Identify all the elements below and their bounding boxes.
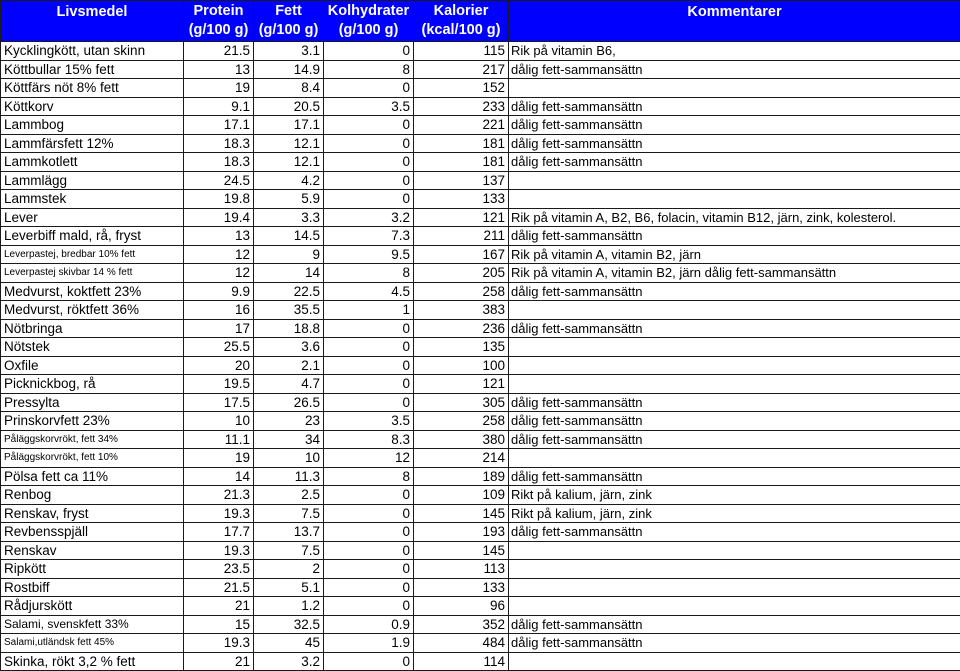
table-row	[1, 79, 960, 98]
cell-kommentar: dålig fett-sammansättn	[509, 97, 960, 116]
cell-name: Leverpastej skivbar 14 % fett	[1, 264, 184, 283]
cell-fett: 12.1	[254, 153, 324, 172]
cell-kalorier: 135	[414, 338, 509, 357]
cell-fett: 5.1	[254, 578, 324, 597]
cell-protein: 19	[184, 449, 254, 468]
table-row	[1, 301, 960, 320]
cell-fett: 3.1	[254, 42, 324, 61]
cell-fett: 22.5	[254, 282, 324, 301]
cell-fett: 7.5	[254, 504, 324, 523]
cell-name: Köttkorv	[1, 97, 184, 116]
cell-kolhydrater: 0	[324, 319, 414, 338]
cell-protein: 19	[184, 79, 254, 98]
cell-name: Renskav	[1, 541, 184, 560]
cell-protein: 19.5	[184, 375, 254, 394]
cell-protein: 21.5	[184, 42, 254, 61]
cell-name: Leverpastej, bredbar 10% fett	[1, 245, 184, 264]
cell-kalorier: 214	[414, 449, 509, 468]
cell-fett: 34	[254, 430, 324, 449]
table-row	[1, 282, 960, 301]
cell-kommentar	[509, 560, 960, 579]
cell-kolhydrater: 1.9	[324, 634, 414, 653]
cell-protein: 24.5	[184, 171, 254, 190]
cell-kalorier: 380	[414, 430, 509, 449]
header-protein-title: Protein	[184, 2, 253, 21]
cell-kommentar: dålig fett-sammansättn	[509, 134, 960, 153]
cell-name: Kycklingkött, utan skinn	[1, 42, 184, 61]
cell-fett: 4.7	[254, 375, 324, 394]
cell-kolhydrater: 7.3	[324, 227, 414, 246]
header-fett-title: Fett	[254, 2, 323, 21]
cell-fett: 17.1	[254, 116, 324, 135]
cell-fett: 14	[254, 264, 324, 283]
cell-kolhydrater: 4.5	[324, 282, 414, 301]
header-protein	[184, 1, 254, 42]
cell-kommentar: dålig fett-sammansättn	[509, 153, 960, 172]
header-kalorier-unit: (kcal/100 g)	[414, 21, 508, 40]
cell-protein: 21.3	[184, 486, 254, 505]
cell-protein: 14	[184, 467, 254, 486]
cell-kalorier: 145	[414, 541, 509, 560]
table-row	[1, 134, 960, 153]
cell-fett: 13.7	[254, 523, 324, 542]
cell-name: Nötstek	[1, 338, 184, 357]
table-row	[1, 153, 960, 172]
cell-kalorier: 352	[414, 615, 509, 634]
table-row	[1, 97, 960, 116]
cell-name: Medvurst, röktfett 36%	[1, 301, 184, 320]
header-kolhydrater	[324, 1, 414, 42]
header-kolhydrater-unit: (g/100 g)	[324, 21, 413, 40]
cell-kalorier: 109	[414, 486, 509, 505]
cell-kalorier: 133	[414, 578, 509, 597]
cell-kolhydrater: 0	[324, 190, 414, 209]
cell-kolhydrater: 3.5	[324, 412, 414, 431]
cell-kommentar	[509, 190, 960, 209]
table-header	[1, 1, 960, 42]
cell-fett: 14.9	[254, 60, 324, 79]
cell-protein: 21.5	[184, 578, 254, 597]
cell-kolhydrater: 0	[324, 523, 414, 542]
table-row	[1, 560, 960, 579]
cell-name: Lammlägg	[1, 171, 184, 190]
cell-name: Skinka, rökt 3,2 % fett	[1, 652, 184, 671]
cell-kolhydrater: 0	[324, 597, 414, 616]
table-row	[1, 393, 960, 412]
cell-name: Rådjurskött	[1, 597, 184, 616]
cell-fett: 9	[254, 245, 324, 264]
cell-kolhydrater: 0	[324, 171, 414, 190]
table-row	[1, 504, 960, 523]
cell-protein: 25.5	[184, 338, 254, 357]
cell-kalorier: 236	[414, 319, 509, 338]
header-kalorier-title: Kalorier	[414, 2, 508, 21]
cell-kalorier: 121	[414, 375, 509, 394]
cell-kolhydrater: 3.5	[324, 97, 414, 116]
cell-kalorier: 100	[414, 356, 509, 375]
table-row	[1, 356, 960, 375]
table-row	[1, 338, 960, 357]
cell-protein: 19.8	[184, 190, 254, 209]
cell-name: Nötbringa	[1, 319, 184, 338]
table-row	[1, 486, 960, 505]
cell-kolhydrater: 0	[324, 560, 414, 579]
cell-kalorier: 113	[414, 560, 509, 579]
cell-kalorier: 205	[414, 264, 509, 283]
cell-kommentar	[509, 301, 960, 320]
cell-kolhydrater: 12	[324, 449, 414, 468]
cell-kolhydrater: 0.9	[324, 615, 414, 634]
table-row	[1, 116, 960, 135]
table-row	[1, 412, 960, 431]
header-protein-unit: (g/100 g)	[184, 21, 253, 40]
cell-protein: 16	[184, 301, 254, 320]
cell-kommentar: Rik på vitamin A, vitamin B2, järn	[509, 245, 960, 264]
cell-name: Köttfärs nöt 8% fett	[1, 79, 184, 98]
cell-protein: 21	[184, 652, 254, 671]
cell-protein: 19.3	[184, 634, 254, 653]
cell-kalorier: 121	[414, 208, 509, 227]
cell-protein: 18.3	[184, 153, 254, 172]
cell-kommentar: dålig fett-sammansättn	[509, 319, 960, 338]
cell-kolhydrater: 0	[324, 578, 414, 597]
cell-kalorier: 96	[414, 597, 509, 616]
table-row	[1, 245, 960, 264]
cell-protein: 23.5	[184, 560, 254, 579]
cell-fett: 7.5	[254, 541, 324, 560]
cell-fett: 23	[254, 412, 324, 431]
cell-name: Lammkotlett	[1, 153, 184, 172]
cell-name: Medvurst, koktfett 23%	[1, 282, 184, 301]
cell-fett: 32.5	[254, 615, 324, 634]
table-row	[1, 208, 960, 227]
cell-kalorier: 305	[414, 393, 509, 412]
cell-fett: 11.3	[254, 467, 324, 486]
cell-kalorier: 193	[414, 523, 509, 542]
cell-fett: 18.8	[254, 319, 324, 338]
table-row	[1, 430, 960, 449]
cell-kommentar: dålig fett-sammansättn	[509, 282, 960, 301]
cell-protein: 19.3	[184, 504, 254, 523]
cell-protein: 11.1	[184, 430, 254, 449]
cell-kalorier: 217	[414, 60, 509, 79]
cell-kolhydrater: 0	[324, 356, 414, 375]
cell-kolhydrater: 9.5	[324, 245, 414, 264]
cell-kolhydrater: 8.3	[324, 430, 414, 449]
table-row	[1, 467, 960, 486]
cell-kolhydrater: 0	[324, 652, 414, 671]
cell-name: Salami,utländsk fett 45%	[1, 634, 184, 653]
cell-protein: 9.1	[184, 97, 254, 116]
cell-fett: 5.9	[254, 190, 324, 209]
table-body	[1, 42, 960, 671]
cell-kolhydrater: 0	[324, 116, 414, 135]
cell-protein: 17.5	[184, 393, 254, 412]
cell-kolhydrater: 8	[324, 467, 414, 486]
cell-name: Lammfärsfett 12%	[1, 134, 184, 153]
header-kommentarer-title: Kommentarer	[509, 3, 960, 22]
cell-fett: 26.5	[254, 393, 324, 412]
cell-name: Salami, svenskfett 33%	[1, 615, 184, 634]
cell-fett: 4.2	[254, 171, 324, 190]
cell-kolhydrater: 8	[324, 60, 414, 79]
cell-kalorier: 145	[414, 504, 509, 523]
cell-protein: 10	[184, 412, 254, 431]
cell-protein: 13	[184, 227, 254, 246]
cell-kolhydrater: 0	[324, 338, 414, 357]
cell-protein: 13	[184, 60, 254, 79]
cell-fett: 3.3	[254, 208, 324, 227]
cell-kalorier: 211	[414, 227, 509, 246]
cell-protein: 19.4	[184, 208, 254, 227]
cell-name: Lammstek	[1, 190, 184, 209]
cell-name: Prinskorvfett 23%	[1, 412, 184, 431]
cell-protein: 17	[184, 319, 254, 338]
cell-kolhydrater: 0	[324, 504, 414, 523]
cell-fett: 35.5	[254, 301, 324, 320]
cell-kommentar	[509, 171, 960, 190]
cell-fett: 10	[254, 449, 324, 468]
cell-kommentar: Rik på vitamin B6,	[509, 42, 960, 61]
cell-kolhydrater: 0	[324, 486, 414, 505]
cell-protein: 15	[184, 615, 254, 634]
cell-protein: 17.1	[184, 116, 254, 135]
cell-kalorier: 221	[414, 116, 509, 135]
cell-fett: 20.5	[254, 97, 324, 116]
table-row	[1, 375, 960, 394]
cell-kommentar: dålig fett-sammansättn	[509, 60, 960, 79]
cell-fett: 3.6	[254, 338, 324, 357]
cell-protein: 19.3	[184, 541, 254, 560]
header-livsmedel	[1, 1, 184, 42]
cell-kommentar: dålig fett-sammansättn	[509, 393, 960, 412]
cell-fett: 12.1	[254, 134, 324, 153]
cell-protein: 21	[184, 597, 254, 616]
cell-kolhydrater: 0	[324, 375, 414, 394]
cell-kalorier: 258	[414, 282, 509, 301]
cell-name: Renbog	[1, 486, 184, 505]
cell-kalorier: 114	[414, 652, 509, 671]
table-row	[1, 523, 960, 542]
cell-protein: 18.3	[184, 134, 254, 153]
cell-kolhydrater: 0	[324, 79, 414, 98]
cell-kommentar: dålig fett-sammansättn	[509, 227, 960, 246]
cell-kalorier: 137	[414, 171, 509, 190]
cell-protein: 12	[184, 264, 254, 283]
cell-kommentar: dålig fett-sammansättn	[509, 467, 960, 486]
cell-fett: 45	[254, 634, 324, 653]
cell-protein: 20	[184, 356, 254, 375]
cell-kommentar	[509, 597, 960, 616]
cell-kommentar: dålig fett-sammansättn	[509, 412, 960, 431]
cell-kalorier: 133	[414, 190, 509, 209]
cell-kalorier: 189	[414, 467, 509, 486]
cell-fett: 3.2	[254, 652, 324, 671]
table-row	[1, 652, 960, 671]
table-row	[1, 171, 960, 190]
cell-name: Pressylta	[1, 393, 184, 412]
cell-kolhydrater: 0	[324, 153, 414, 172]
cell-kommentar	[509, 375, 960, 394]
cell-kommentar: Rik på vitamin A, vitamin B2, järn dålig fett-sammansättn	[509, 264, 960, 283]
cell-kolhydrater: 3.2	[324, 208, 414, 227]
cell-kommentar: Rikt på kalium, järn, zink	[509, 504, 960, 523]
cell-fett: 2.5	[254, 486, 324, 505]
cell-name: Oxfile	[1, 356, 184, 375]
cell-kommentar: dålig fett-sammansättn	[509, 430, 960, 449]
cell-name: Pölsa fett ca 11%	[1, 467, 184, 486]
cell-kommentar	[509, 541, 960, 560]
cell-kolhydrater: 0	[324, 134, 414, 153]
cell-kommentar	[509, 79, 960, 98]
header-fett	[254, 1, 324, 42]
table-row	[1, 615, 960, 634]
cell-kommentar: dålig fett-sammansättn	[509, 116, 960, 135]
cell-kommentar: dålig fett-sammansättn	[509, 634, 960, 653]
cell-kolhydrater: 0	[324, 42, 414, 61]
cell-name: Påläggskorvrökt, fett 10%	[1, 449, 184, 468]
cell-kalorier: 484	[414, 634, 509, 653]
cell-kommentar	[509, 652, 960, 671]
cell-kommentar	[509, 338, 960, 357]
table-row	[1, 60, 960, 79]
header-kalorier	[414, 1, 509, 42]
cell-kalorier: 181	[414, 153, 509, 172]
cell-kolhydrater: 0	[324, 393, 414, 412]
cell-kolhydrater: 0	[324, 541, 414, 560]
cell-kalorier: 115	[414, 42, 509, 61]
cell-kommentar: Rik på vitamin A, B2, B6, folacin, vitamin B12, järn, zink, kolesterol.	[509, 208, 960, 227]
cell-fett: 8.4	[254, 79, 324, 98]
cell-name: Revbensspjäll	[1, 523, 184, 542]
table-row	[1, 319, 960, 338]
header-kommentarer	[509, 1, 960, 42]
cell-name: Renskav, fryst	[1, 504, 184, 523]
cell-kolhydrater: 8	[324, 264, 414, 283]
cell-kommentar: dålig fett-sammansättn	[509, 615, 960, 634]
cell-fett: 2.1	[254, 356, 324, 375]
cell-fett: 1.2	[254, 597, 324, 616]
cell-kommentar: dålig fett-sammansättn	[509, 523, 960, 542]
table-row	[1, 264, 960, 283]
table-row	[1, 541, 960, 560]
cell-kalorier: 233	[414, 97, 509, 116]
cell-protein: 17.7	[184, 523, 254, 542]
cell-kommentar: Rikt på kalium, järn, zink	[509, 486, 960, 505]
cell-name: Lever	[1, 208, 184, 227]
table-row	[1, 449, 960, 468]
table-row	[1, 634, 960, 653]
cell-kalorier: 181	[414, 134, 509, 153]
cell-kommentar	[509, 449, 960, 468]
table-row	[1, 578, 960, 597]
cell-protein: 12	[184, 245, 254, 264]
cell-name: Lammbog	[1, 116, 184, 135]
cell-kolhydrater: 1	[324, 301, 414, 320]
header-livsmedel-title: Livsmedel	[1, 3, 183, 22]
cell-fett: 2	[254, 560, 324, 579]
cell-kalorier: 167	[414, 245, 509, 264]
cell-name: Ripkött	[1, 560, 184, 579]
cell-kalorier: 383	[414, 301, 509, 320]
cell-name: Köttbullar 15% fett	[1, 60, 184, 79]
table-row	[1, 190, 960, 209]
table-row	[1, 597, 960, 616]
header-fett-unit: (g/100 g)	[254, 21, 323, 40]
table-row	[1, 227, 960, 246]
cell-kalorier: 152	[414, 79, 509, 98]
table-row	[1, 42, 960, 61]
cell-name: Leverbiff mald, rå, fryst	[1, 227, 184, 246]
cell-kommentar	[509, 578, 960, 597]
cell-name: Picknickbog, rå	[1, 375, 184, 394]
cell-fett: 14.5	[254, 227, 324, 246]
cell-kommentar	[509, 356, 960, 375]
cell-name: Rostbiff	[1, 578, 184, 597]
cell-kalorier: 258	[414, 412, 509, 431]
cell-protein: 9.9	[184, 282, 254, 301]
cell-name: Påläggskorvrökt, fett 34%	[1, 430, 184, 449]
header-kolhydrater-title: Kolhydrater	[324, 2, 413, 21]
